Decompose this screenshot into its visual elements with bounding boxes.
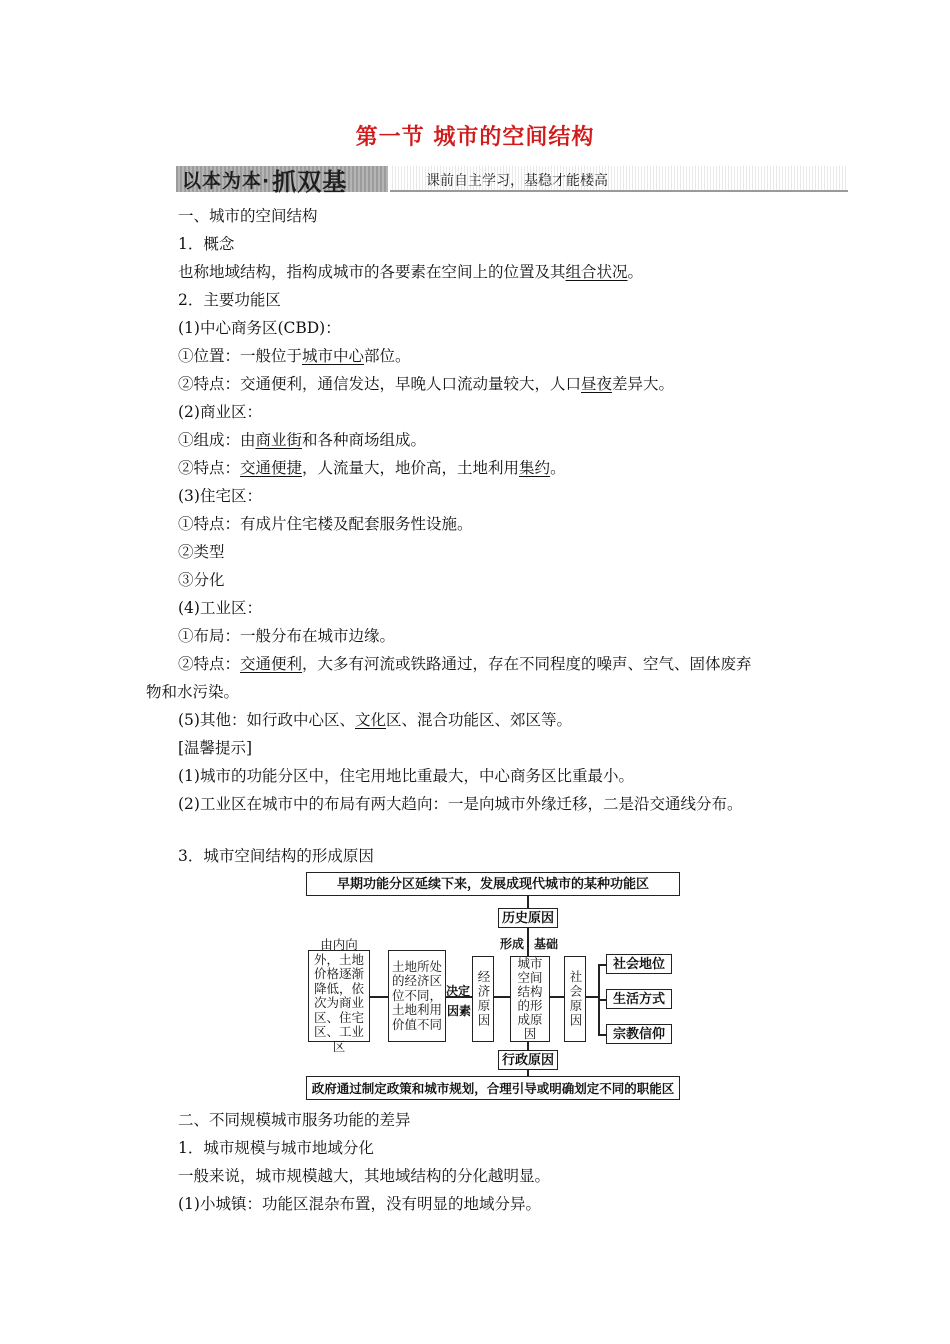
text-span: 。	[550, 459, 566, 477]
commercial-feature	[178, 458, 566, 478]
banner-label-emphasis: 抓双基	[272, 167, 348, 196]
econ-box: 经济原因	[472, 956, 494, 1042]
section-banner	[176, 166, 848, 194]
connector	[586, 996, 598, 998]
left-box: 由内向外，土地价格逐渐降低，依次为商业区、住宅区、工业区	[308, 950, 370, 1042]
commercial-composition	[178, 430, 426, 450]
connector	[494, 996, 510, 998]
decide-label: 决定	[446, 984, 471, 998]
text-span: 和各种商场组成。	[302, 431, 427, 449]
industrial-title: (4)工业区：	[178, 599, 262, 617]
connector	[527, 928, 529, 956]
section1-heading: 一、城市的空间结构	[178, 207, 318, 225]
page-title: 第一节 城市的空间结构	[355, 125, 595, 150]
connector	[550, 996, 564, 998]
answer-blank: 交通便捷	[240, 459, 303, 477]
top-box: 早期功能分区延续下来，发展成现代城市的某种功能区	[306, 872, 680, 896]
zones-title: 2．主要功能区	[178, 291, 281, 309]
form-label: 形成	[500, 937, 525, 951]
answer-blank: 城市中心	[302, 347, 365, 365]
residential-type: ②类型	[178, 543, 225, 561]
bottom-box: 政府通过制定政策和城市规划，合理引导或明确划定不同的职能区	[306, 1076, 680, 1100]
industrial-feature	[178, 654, 752, 674]
connector	[598, 999, 606, 1001]
residential-differentiation: ③分化	[178, 571, 225, 589]
causes-title: 3．城市空间结构的形成原因	[178, 847, 374, 865]
text-span: ②特点：交通便利，通信发达，早晚人口流动量较大，人口	[178, 375, 582, 393]
social-box: 社会原因	[564, 956, 586, 1042]
other-zones	[178, 710, 572, 730]
cbd-title: (1)中心商务区(CBD)：	[178, 319, 341, 337]
factor-label: 因素	[447, 1004, 472, 1018]
banner-subtitle: 课前自主学习，基稳才能楼高	[426, 173, 608, 189]
text-span: ①位置：一般位于	[178, 347, 303, 365]
formation-causes-diagram	[306, 872, 680, 1100]
connector	[527, 1042, 529, 1050]
residential-title: (3)住宅区：	[178, 487, 262, 505]
commercial-title: (2)商业区：	[178, 403, 262, 421]
section2-text: 一般来说，城市规模越大，其地域结构的分化越明显。	[178, 1167, 551, 1185]
text-span: 差异大。	[612, 375, 675, 393]
concept-text	[178, 262, 643, 282]
answer-blank: 昼夜	[581, 375, 613, 393]
answer-blank: 商业街	[255, 431, 303, 449]
tip-1: (1)城市的功能分区中，住宅用地比重最大，中心商务区比重最小。	[178, 767, 634, 785]
base-label: 基础	[534, 937, 559, 951]
section2-subtitle: 1．城市规模与城市地域分化	[178, 1139, 374, 1157]
industrial-feature-cont: 物和水污染。	[146, 683, 240, 701]
text-span: 区、混合功能区、郊区等。	[385, 711, 572, 729]
industrial-layout: ①布局：一般分布在城市边缘。	[178, 627, 396, 645]
tip-2: (2)工业区在城市中的布局有两大趋向：一是向城市外缘迁移，二是沿交通线分布。	[178, 795, 743, 813]
text-span: 部位。	[364, 347, 411, 365]
text-span: 。	[627, 263, 644, 281]
history-box: 历史原因	[498, 908, 558, 928]
banner-label	[176, 166, 388, 196]
answer-blank: 组合状况	[565, 263, 628, 281]
residential-feature: ①特点：有成片住宅楼及配套服务性设施。	[178, 515, 473, 533]
text-span: ，人流量大，地价高，土地利用	[302, 459, 520, 477]
text-span: ②特点：	[178, 655, 241, 673]
text-span: ②特点：	[178, 459, 241, 477]
connector	[527, 896, 529, 908]
text-span: (5)其他：如行政中心区、	[178, 711, 355, 729]
social-item-3: 宗教信仰	[606, 1024, 672, 1044]
tip-title: [温馨提示]	[178, 739, 253, 757]
cbd-location	[178, 346, 411, 366]
social-item-2: 生活方式	[606, 989, 672, 1009]
answer-blank: 集约	[519, 459, 551, 477]
connector	[598, 964, 606, 966]
connector	[598, 1034, 606, 1036]
banner-label-main: 以本为本·	[182, 169, 271, 192]
cbd-feature	[178, 374, 674, 394]
connector	[370, 996, 388, 998]
land-box: 土地所处的经济区位不同，土地利用价值不同	[388, 950, 446, 1042]
small-town: (1)小城镇：功能区混杂布置，没有明显的地域分异。	[178, 1195, 541, 1213]
social-item-1: 社会地位	[606, 954, 672, 974]
answer-blank: 文化	[354, 711, 386, 729]
text-span: ①组成：由	[178, 431, 256, 449]
center-box: 城市空间结构的形成原因	[510, 956, 550, 1042]
section2-heading: 二、不同规模城市服务功能的差异	[178, 1111, 411, 1129]
admin-box: 行政原因	[498, 1050, 558, 1070]
text-span: 也称地域结构，指构成城市的各要素在空间上的位置及其	[178, 263, 566, 281]
answer-blank: 交通便利	[240, 655, 303, 673]
text-span: ，大多有河流或铁路通过，存在不同程度的噪声、空气、固体废弃	[302, 655, 752, 673]
concept-title: 1．概念	[178, 235, 235, 253]
